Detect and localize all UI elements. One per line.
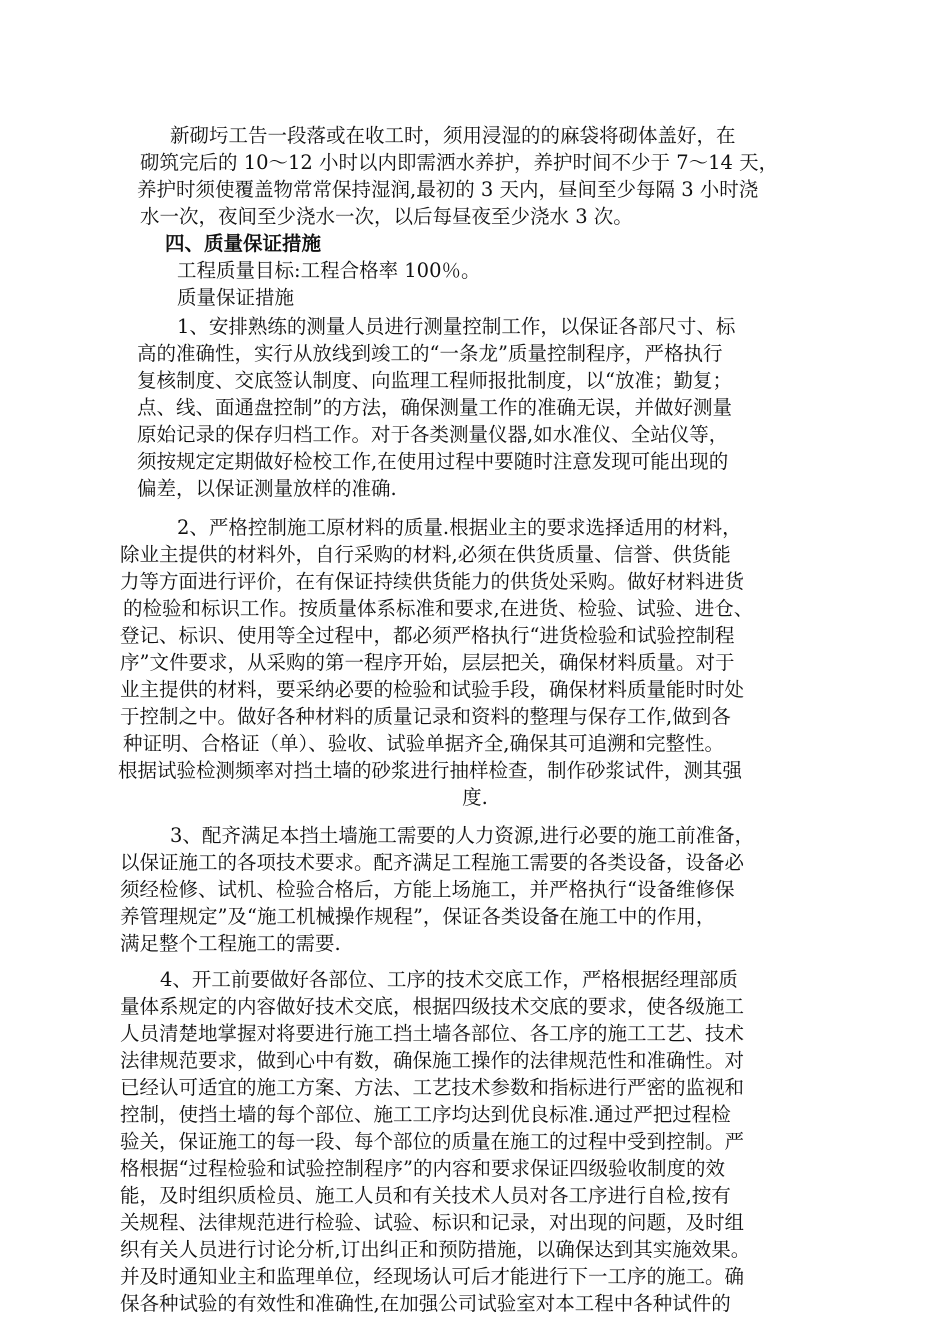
text-line: 工程质量目标:工程合格率 100％。 xyxy=(177,259,481,282)
text-line: 满足整个工程施工的需要. xyxy=(120,932,341,955)
text-line: 4、开工前要做好各部位、工序的技术交底工作，严格根据经理部质 xyxy=(160,968,738,991)
text-line: 以保证施工的各项技术要求。配齐满足工程施工需要的各类设备，设备必 xyxy=(120,851,745,874)
text-line: 序”文件要求，从采购的第一程序开始，层层把关，确保材料质量。对于 xyxy=(120,651,735,674)
text-line: 质量保证措施 xyxy=(177,286,295,309)
text-line: 人员清楚地掌握对将要进行施工挡土墙各部位、各工序的施工工艺、技术 xyxy=(120,1022,745,1045)
text-line: 登记、标识、使用等全过程中，都必须严格执行“进货检验和试验控制程 xyxy=(120,624,735,647)
text-line: 水一次，夜间至少浇水一次，以后每昼夜至少浇水 3 次。 xyxy=(140,205,633,228)
text-line: 复核制度、交底签认制度、向监理工程师报批制度，以“放准；勤复； xyxy=(137,369,732,392)
text-line: 须按规定定期做好检校工作,在使用过程中要随时注意发现可能出现的 xyxy=(137,450,729,473)
text-line: 的检验和标识工作。按质量体系标准和要求,在进货、检验、试验、进仓、 xyxy=(123,597,754,620)
text-line: 控制，使挡土墙的每个部位、施工工序均达到优良标准.通过严把过程检 xyxy=(120,1103,731,1126)
text-line: 根据试验检测频率对挡土墙的砂浆进行抽样检查，制作砂浆试件，测其强 xyxy=(118,759,743,782)
text-line: 量体系规定的内容做好技术交底，根据四级技术交底的要求，使各级施工 xyxy=(120,995,745,1018)
text-line: 高的准确性，实行从放线到竣工的“一条龙”质量控制程序，严格执行 xyxy=(137,342,723,365)
text-line: 原始记录的保存归档工作。对于各类测量仪器,如水准仪、全站仪等， xyxy=(137,423,729,446)
text-line: 1、安排熟练的测量人员进行测量控制工作，以保证各部尺寸、标 xyxy=(177,315,736,338)
text-line: 于控制之中。做好各种材料的质量记录和资料的整理与保存工作,做到各 xyxy=(120,705,731,728)
text-line: 度. xyxy=(462,786,488,809)
text-line: 已经认可适宜的施工方案、方法、工艺技术参数和指标进行严密的监视和 xyxy=(120,1076,745,1099)
text-line: 力等方面进行评价，在有保证持续供货能力的供货处采购。做好材料进货 xyxy=(120,570,745,593)
text-line: 须经检修、试机、检验合格后，方能上场施工，并严格执行“设备维修保 xyxy=(120,878,735,901)
text-line: 新砌圬工告一段落或在收工时，须用浸湿的的麻袋将砌体盖好，在 xyxy=(170,124,736,147)
text-line: 验关，保证施工的每一段、每个部位的质量在施工的过程中受到控制。严 xyxy=(120,1130,745,1153)
text-line: 法律规范要求，做到心中有数，确保施工操作的法律规范性和准确性。对 xyxy=(120,1049,745,1072)
text-line: 养护时须使覆盖物常常保持湿润,最初的 3 天内，昼间至少每隔 3 小时浇 xyxy=(137,178,759,201)
text-line: 点、线、面通盘控制”的方法，确保测量工作的准确无误，并做好测量 xyxy=(137,396,732,419)
text-line: 格根据“过程检验和试验控制程序”的内容和要求保证四级验收制度的效 xyxy=(120,1157,725,1180)
text-line: 种证明、合格证（单）、验收、试验单据齐全,确保其可追溯和完整性。 xyxy=(123,732,724,755)
text-line: 偏差，以保证测量放样的准确. xyxy=(137,477,397,500)
text-line: 能，及时组织质检员、施工人员和有关技术人员对各工序进行自检,按有 xyxy=(120,1184,731,1207)
text-line: 除业主提供的材料外，自行采购的材料,必须在供货质量、信誉、供货能 xyxy=(120,543,731,566)
text-line: 关规程、法律规范进行检验、试验、标识和记录，对出现的问题，及时组 xyxy=(120,1211,745,1234)
text-line: 2、严格控制施工原材料的质量.根据业主的要求选择适用的材料， xyxy=(177,516,742,539)
text-line: 3、配齐满足本挡土墙施工需要的人力资源,进行必要的施工前准备， xyxy=(170,824,755,847)
text-line: 并及时通知业主和监理单位，经现场认可后才能进行下一工序的施工。确 xyxy=(120,1265,745,1288)
text-line: 保各种试验的有效性和准确性,在加强公司试验室对本工程中各种试件的 xyxy=(120,1292,731,1315)
text-line: 养管理规定”及“施工机械操作规程”，保证各类设备在施工中的作用， xyxy=(120,905,716,928)
text-line: 砌筑完后的 10～12 小时以内即需洒水养护，养护时间不少于 7～14 天， xyxy=(140,151,779,174)
text-line: 织有关人员进行讨论分析,订出纠正和预防措施，以确保达到其实施效果。 xyxy=(120,1238,751,1261)
section-heading: 四、质量保证措施 xyxy=(165,232,322,255)
text-line: 业主提供的材料，要采纳必要的检验和试验手段，确保材料质量能时时处 xyxy=(120,678,745,701)
